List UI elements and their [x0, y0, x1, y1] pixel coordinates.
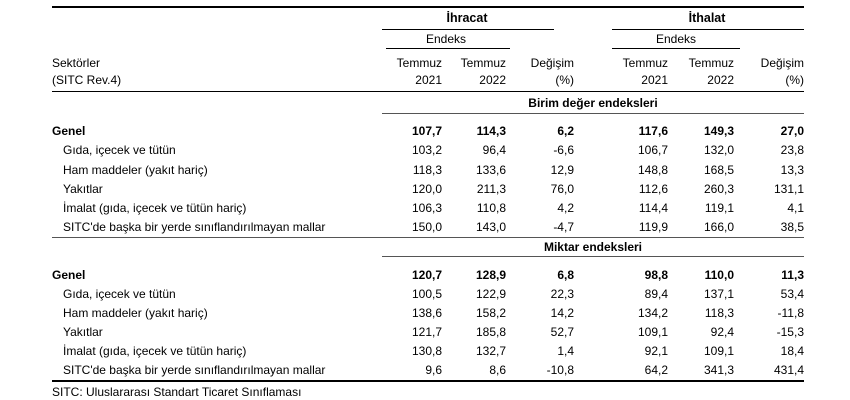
cell: -10,8 [546, 363, 574, 377]
cell: 6,2 [557, 124, 574, 138]
cell: 9,6 [425, 363, 442, 377]
row-label: Ham maddeler (yakıt hariç) [63, 306, 208, 320]
export-change-label: Değişim [530, 56, 574, 70]
import-month-2021: Temmuz [622, 56, 668, 70]
cell: -11,8 [777, 306, 804, 320]
export-index-label: Endeks [425, 32, 467, 46]
footnote: SITC: Uluslararası Standart Ticaret Sınıflaması [52, 385, 302, 399]
cell: 112,6 [638, 182, 668, 196]
cell: 114,4 [638, 201, 668, 215]
section-1-title-rule [382, 113, 804, 114]
cell: 106,3 [411, 201, 442, 215]
sitc-rev-label: (SITC Rev.4) [52, 73, 122, 87]
row-label: Ham maddeler (yakıt hariç) [63, 163, 208, 177]
cell: 120,0 [411, 182, 442, 196]
row-label: İmalat (gıda, içecek ve tütün hariç) [63, 344, 247, 358]
import-index-rule [612, 48, 740, 49]
cell: 130,8 [411, 344, 442, 358]
row-label: SITC'de başka bir yerde sınıflandırılmayan mallar [63, 220, 326, 234]
cell: 185,8 [475, 325, 506, 339]
cell: 431,4 [773, 363, 804, 377]
cell: 89,4 [644, 287, 668, 301]
row-label: Genel [52, 124, 86, 138]
cell: 133,6 [475, 163, 506, 177]
export-change-unit: (%) [555, 73, 574, 87]
cell: 119,1 [704, 201, 734, 215]
cell: 149,3 [703, 124, 734, 138]
cell: 53,4 [780, 287, 804, 301]
cell: 4,1 [787, 201, 804, 215]
cell: 120,7 [411, 268, 442, 282]
cell: 96,4 [482, 143, 506, 157]
import-change-label: Değişim [760, 56, 804, 70]
cell: 13,3 [780, 163, 804, 177]
sector-label: Sektörler [52, 56, 101, 70]
cell: 103,2 [411, 143, 442, 157]
cell: 106,7 [637, 143, 668, 157]
import-year-2021: 2021 [641, 73, 668, 87]
cell: 118,3 [704, 306, 734, 320]
cell: 23,8 [780, 143, 804, 157]
cell: 168,5 [703, 163, 734, 177]
export-month-2021: Temmuz [396, 56, 442, 70]
cell: 8,6 [489, 363, 506, 377]
export-title-rule [382, 29, 554, 30]
import-change-unit: (%) [785, 73, 804, 87]
cell: 341,3 [703, 363, 734, 377]
export-year-2021: 2021 [415, 73, 442, 87]
cell: 166,0 [703, 220, 734, 234]
export-month-2022: Temmuz [460, 56, 506, 70]
cell: 132,7 [475, 344, 506, 358]
cell: 76,0 [550, 182, 574, 196]
cell: 27,0 [780, 124, 804, 138]
import-month-2022: Temmuz [688, 56, 734, 70]
cell: 148,8 [637, 163, 668, 177]
row-label: Genel [52, 268, 86, 282]
cell: 121,7 [411, 325, 442, 339]
cell: 38,5 [780, 220, 804, 234]
row-label: SITC'de başka bir yerde sınıflandırılmayan mallar [63, 363, 326, 377]
cell: 6,8 [557, 268, 574, 282]
cell: 122,9 [475, 287, 506, 301]
cell: 150,0 [411, 220, 442, 234]
cell: 131,1 [773, 182, 804, 196]
cell: -15,3 [776, 325, 804, 339]
cell: 118,3 [412, 163, 442, 177]
cell: 119,9 [638, 220, 668, 234]
export-title: İhracat [446, 11, 488, 25]
cell: 1,4 [557, 344, 574, 358]
cell: 14,2 [550, 306, 574, 320]
cell: 11,3 [781, 268, 804, 282]
cell: 22,3 [550, 287, 574, 301]
cell: 128,9 [475, 268, 506, 282]
header-bottom-rule [52, 91, 804, 92]
cell: 137,1 [703, 287, 734, 301]
cell: 114,3 [476, 124, 506, 138]
cell: 109,1 [703, 344, 734, 358]
table-bottom-rule [52, 380, 804, 382]
section-title-unit-value: Birim değer endeksleri [528, 96, 658, 110]
row-label: Gıda, içecek ve tütün [63, 287, 176, 301]
cell: 134,2 [637, 306, 668, 320]
section-title-quantity: Miktar endeksleri [543, 240, 643, 254]
cell: 138,6 [411, 306, 442, 320]
section-2-top-rule [52, 237, 804, 238]
cell: 107,7 [411, 124, 442, 138]
cell: 52,7 [550, 325, 574, 339]
cell: 100,5 [411, 287, 442, 301]
cell: -4,7 [553, 220, 574, 234]
cell: 12,9 [550, 163, 574, 177]
cell: 117,6 [638, 124, 668, 138]
cell: 143,0 [475, 220, 506, 234]
import-title-rule [612, 29, 804, 30]
import-title: İthalat [688, 11, 726, 25]
import-index-label: Endeks [655, 32, 697, 46]
cell: 92,1 [644, 344, 668, 358]
cell: 110,0 [704, 268, 734, 282]
row-label: Gıda, içecek ve tütün [63, 143, 176, 157]
table-top-rule [52, 6, 804, 8]
section-2-title-rule [382, 256, 804, 257]
cell: 18,4 [780, 344, 804, 358]
cell: 132,0 [703, 143, 734, 157]
row-label: İmalat (gıda, içecek ve tütün hariç) [63, 201, 247, 215]
export-index-rule [386, 48, 510, 49]
cell: 109,1 [637, 325, 668, 339]
cell: 211,3 [476, 182, 506, 196]
cell: 4,2 [557, 201, 574, 215]
cell: 110,8 [476, 201, 506, 215]
export-year-2022: 2022 [479, 73, 506, 87]
cell: 64,2 [644, 363, 668, 377]
cell: 158,2 [475, 306, 506, 320]
cell: -6,6 [553, 143, 574, 157]
row-label: Yakıtlar [63, 325, 103, 339]
cell: 98,8 [644, 268, 668, 282]
import-year-2022: 2022 [707, 73, 734, 87]
row-label: Yakıtlar [63, 182, 103, 196]
cell: 92,4 [710, 325, 734, 339]
cell: 260,3 [703, 182, 734, 196]
